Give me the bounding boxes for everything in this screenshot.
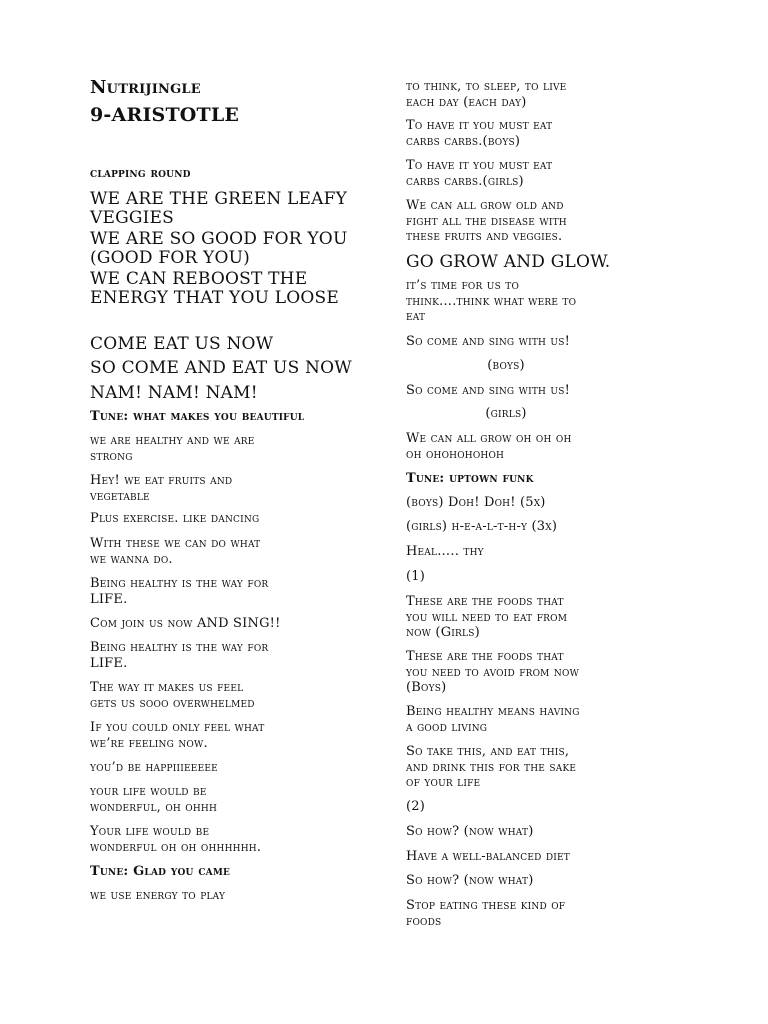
- lyric-line: So how? (now what): [406, 873, 534, 888]
- lyric-line: Stop eating these kind of foods: [406, 898, 566, 929]
- document-title: Nutrijingle: [90, 77, 201, 98]
- lyric-line: WE ARE SO GOOD FOR YOU (GOOD FOR YOU): [90, 229, 348, 268]
- lyric-line: Have a well-balanced diet: [406, 849, 570, 864]
- lyric-line: COME EAT US NOW: [90, 334, 274, 354]
- lyric-line: We can all grow old and fight all the disease with these fruits and veggies.: [406, 198, 567, 244]
- lyric-line: Plus exercise. like dancing: [90, 511, 260, 526]
- lyric-line: WE CAN REBOOST THE ENERGY THAT YOU LOOSE: [90, 269, 339, 308]
- lyric-line: (girls): [485, 406, 527, 421]
- lyric-line: (boys) Doh! Doh! (5x): [406, 495, 546, 510]
- tune-heading: Tune: Glad you came: [90, 864, 231, 879]
- lyric-line: So how? (now what): [406, 824, 534, 839]
- lyric-line: WE ARE THE GREEN LEAFY VEGGIES: [90, 189, 348, 228]
- lyric-line: it’s time for us to think….think what were to eat: [406, 278, 577, 324]
- lyric-line: (1): [406, 569, 426, 584]
- lyric-line: (boys): [487, 358, 525, 373]
- lyric-line: The way it makes us feel gets us sooo overwhelmed: [90, 680, 255, 711]
- tune-heading: Tune: what makes you beautiful: [90, 409, 305, 424]
- lyric-line: To have it you must eat carbs carbs.(girls): [406, 158, 553, 189]
- lyric-line: we are healthy and we are strong: [90, 433, 255, 464]
- subheading-clapping-round: clapping round: [90, 166, 191, 181]
- lyric-line: These are the foods that you need to avoid from now (Boys): [406, 649, 580, 695]
- lyric-line: (girls) h-e-a-l-t-h-y (3x): [406, 519, 558, 534]
- tune-heading: Tune: uptown funk: [406, 471, 534, 486]
- lyric-line: So come and sing with us!: [406, 334, 571, 349]
- lyric-line: We can all grow oh oh oh oh ohohohohoh: [406, 431, 572, 462]
- lyric-line: Heal….. thy: [406, 544, 484, 559]
- lyric-line: (2): [406, 799, 426, 814]
- lyric-line: to think, to sleep, to live each day (each day): [406, 79, 567, 110]
- section-heading: 9-ARISTOTLE: [90, 104, 240, 126]
- lyric-line: With these we can do what we wanna do.: [90, 536, 261, 567]
- lyric-line: GO GROW AND GLOW.: [406, 252, 611, 272]
- lyric-line: So come and sing with us!: [406, 383, 571, 398]
- lyric-line: you’d be happiiieeeee: [90, 760, 218, 775]
- lyric-line: These are the foods that you will need to eat from now (Girls): [406, 594, 568, 640]
- lyric-line: Being healthy is the way for LIFE.: [90, 576, 269, 607]
- lyric-line: your life would be wonderful, oh ohhh: [90, 784, 218, 815]
- lyric-line: NAM! NAM! NAM!: [90, 383, 258, 403]
- lyric-line: Com join us now AND SING!!: [90, 616, 281, 631]
- lyric-line: If you could only feel what we’re feeling now.: [90, 720, 265, 751]
- lyric-line: Hey! we eat fruits and vegetable: [90, 473, 233, 504]
- lyric-line: we use energy to play: [90, 888, 226, 903]
- lyric-line: Being healthy is the way for LIFE.: [90, 640, 269, 671]
- lyric-line: So take this, and eat this, and drink this for the sake of your life: [406, 744, 577, 790]
- lyric-line: SO COME AND EAT US NOW: [90, 358, 352, 378]
- lyric-line: Being healthy means having a good living: [406, 704, 580, 735]
- lyric-line: To have it you must eat carbs carbs.(boys): [406, 118, 553, 149]
- lyric-line: Your life would be wonderful oh oh ohhhhhh.: [90, 824, 262, 855]
